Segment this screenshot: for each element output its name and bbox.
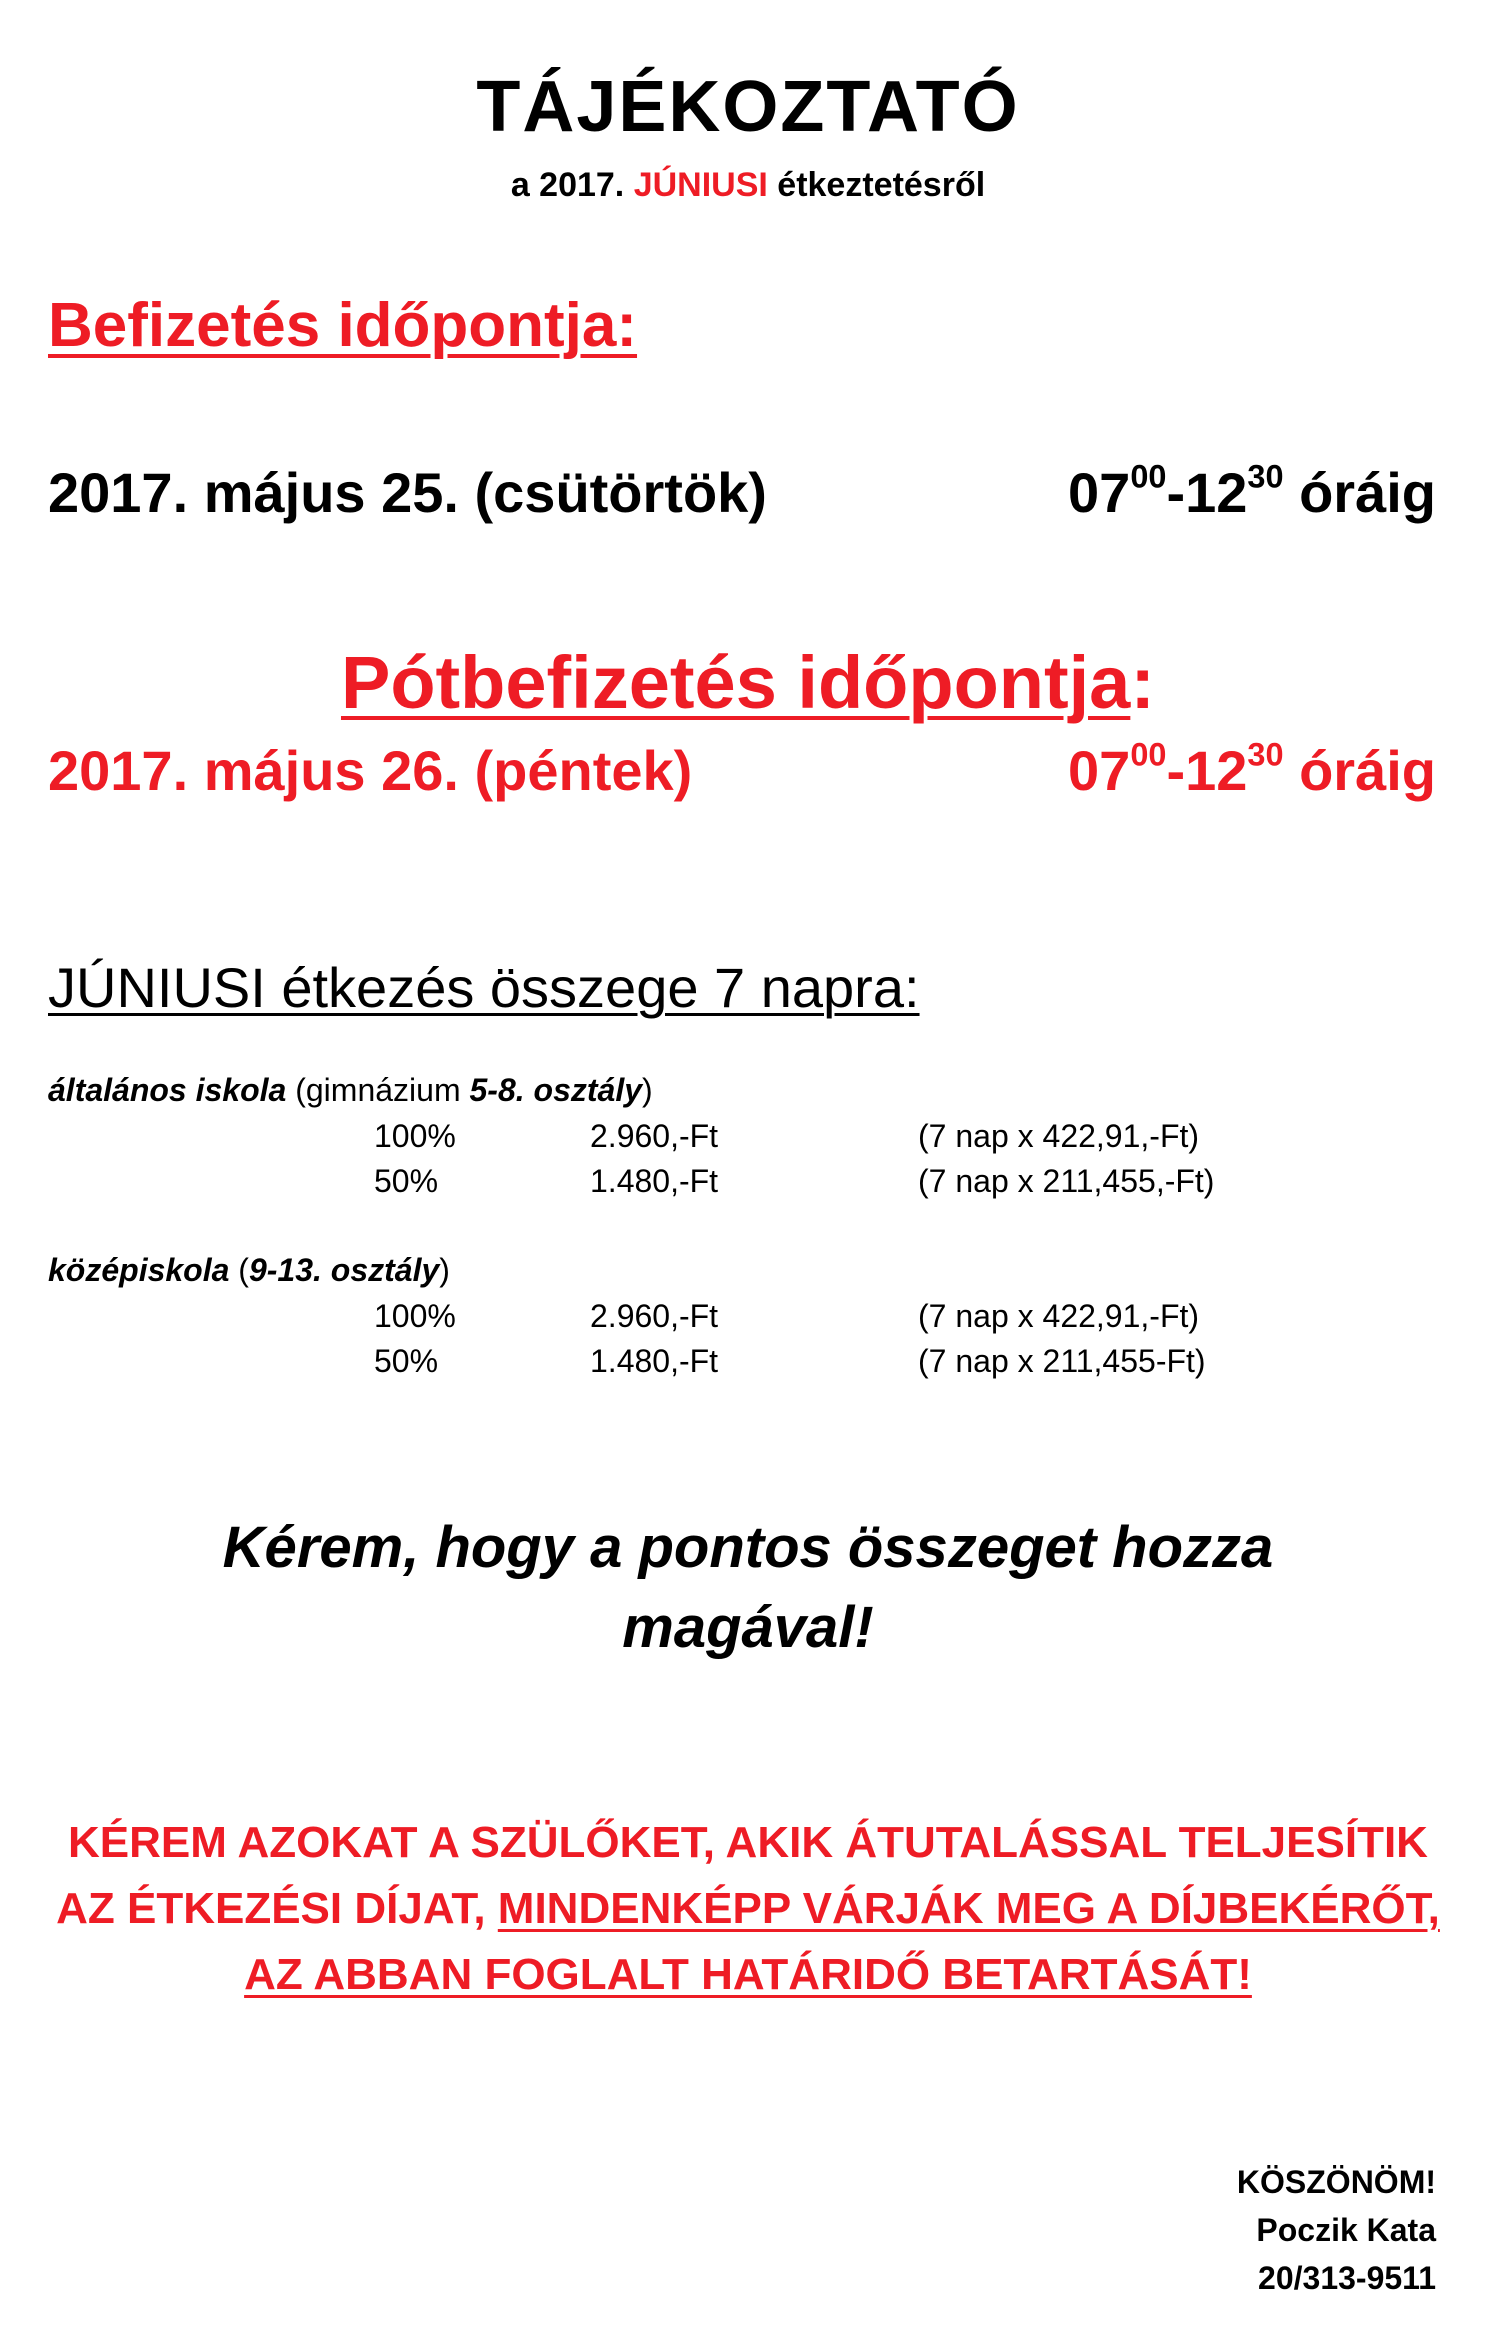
late-payment-heading — [0, 640, 1496, 725]
price-percent: 100% — [374, 1298, 456, 1334]
category-grade: 9-13. osztály — [248, 1252, 440, 1288]
payment-time — [1068, 460, 1436, 525]
note-line-1: Kérem, hogy a pontos összeget hozza — [222, 1515, 1274, 1580]
price-amount: 2.960,-Ft — [590, 1118, 719, 1154]
transfer-notice-text: KÉREM AZOKAT A SZÜLŐKET, AKIK ÁTUTALÁSSAL TELJESÍTIK AZ ÉTKEZÉSI DÍJAT, — [56, 1818, 1428, 1933]
late-payment-heading-text: Pótbefizetés időpontja — [340, 641, 1131, 724]
subtitle-month: JÚNIUSI — [633, 166, 768, 204]
note-line-2: magával! — [622, 1595, 874, 1660]
price-percent: 50% — [374, 1163, 439, 1199]
payment-time-start-minute: 00 — [1130, 458, 1167, 495]
payment-time-start-hour: 07 — [1068, 461, 1131, 524]
subtitle-prefix: a 2017. — [510, 166, 634, 204]
signature-phone: 20/313-9511 — [1258, 2260, 1436, 2296]
signature-name: Poczik Kata — [1256, 2212, 1436, 2248]
signature — [1237, 2158, 1436, 2302]
late-payment-date: 2017. május 26. (péntek) — [48, 739, 693, 802]
category-open: (gimnázium — [286, 1072, 470, 1108]
category-close: ) — [439, 1252, 450, 1288]
price-amount: 1.480,-Ft — [590, 1343, 719, 1379]
late-time-suffix: óráig — [1283, 739, 1436, 802]
signature-thanks: KÖSZÖNÖM! — [1236, 2164, 1436, 2200]
late-payment-heading-colon: : — [1130, 641, 1155, 724]
category-grade: 5-8. osztály — [469, 1072, 642, 1108]
price-calculation: (7 nap x 422,91,-Ft) — [918, 1298, 1200, 1334]
transfer-notice — [40, 1810, 1456, 2008]
late-payment-time — [1068, 738, 1436, 803]
category-name: általános iskola — [48, 1072, 287, 1108]
payment-heading: Befizetés időpontja: — [48, 291, 638, 360]
payment-time-dash: - — [1166, 461, 1186, 524]
bring-exact-amount-note — [0, 1508, 1496, 1668]
category-elementary — [48, 1072, 653, 1109]
payment-time-end-minute: 30 — [1247, 458, 1284, 495]
subtitle-suffix: étkeztetésről — [767, 166, 986, 204]
price-amount: 2.960,-Ft — [590, 1298, 719, 1334]
category-close: ) — [642, 1072, 653, 1108]
price-amount: 1.480,-Ft — [590, 1163, 719, 1199]
price-percent: 100% — [374, 1118, 456, 1154]
payment-date: 2017. május 25. (csütörtök) — [48, 461, 767, 524]
transfer-notice-emphasis: MINDENKÉPP VÁRJÁK MEG A DÍJBEKÉRŐT, AZ ABBAN FOGLALT HATÁRIDŐ BETARTÁSÁT! — [244, 1884, 1440, 1999]
price-calculation: (7 nap x 211,455,-Ft) — [918, 1163, 1215, 1199]
late-time-end-minute: 30 — [1247, 736, 1284, 773]
amount-heading: JÚNIUSI étkezés összege 7 napra: — [48, 956, 920, 1019]
price-percent: 50% — [374, 1343, 439, 1379]
late-time-start-minute: 00 — [1130, 736, 1167, 773]
page-subtitle — [0, 166, 1496, 205]
category-open: ( — [229, 1252, 249, 1288]
late-time-dash: - — [1166, 739, 1186, 802]
payment-time-suffix: óráig — [1283, 461, 1436, 524]
late-time-end-hour: 12 — [1185, 739, 1248, 802]
price-calculation: (7 nap x 211,455-Ft) — [918, 1343, 1206, 1379]
payment-time-end-hour: 12 — [1185, 461, 1248, 524]
price-calculation: (7 nap x 422,91,-Ft) — [918, 1118, 1200, 1154]
late-time-start-hour: 07 — [1068, 739, 1131, 802]
page-title: TÁJÉKOZTATÓ — [476, 67, 1020, 147]
category-secondary — [48, 1252, 450, 1289]
category-name: középiskola — [48, 1252, 230, 1288]
